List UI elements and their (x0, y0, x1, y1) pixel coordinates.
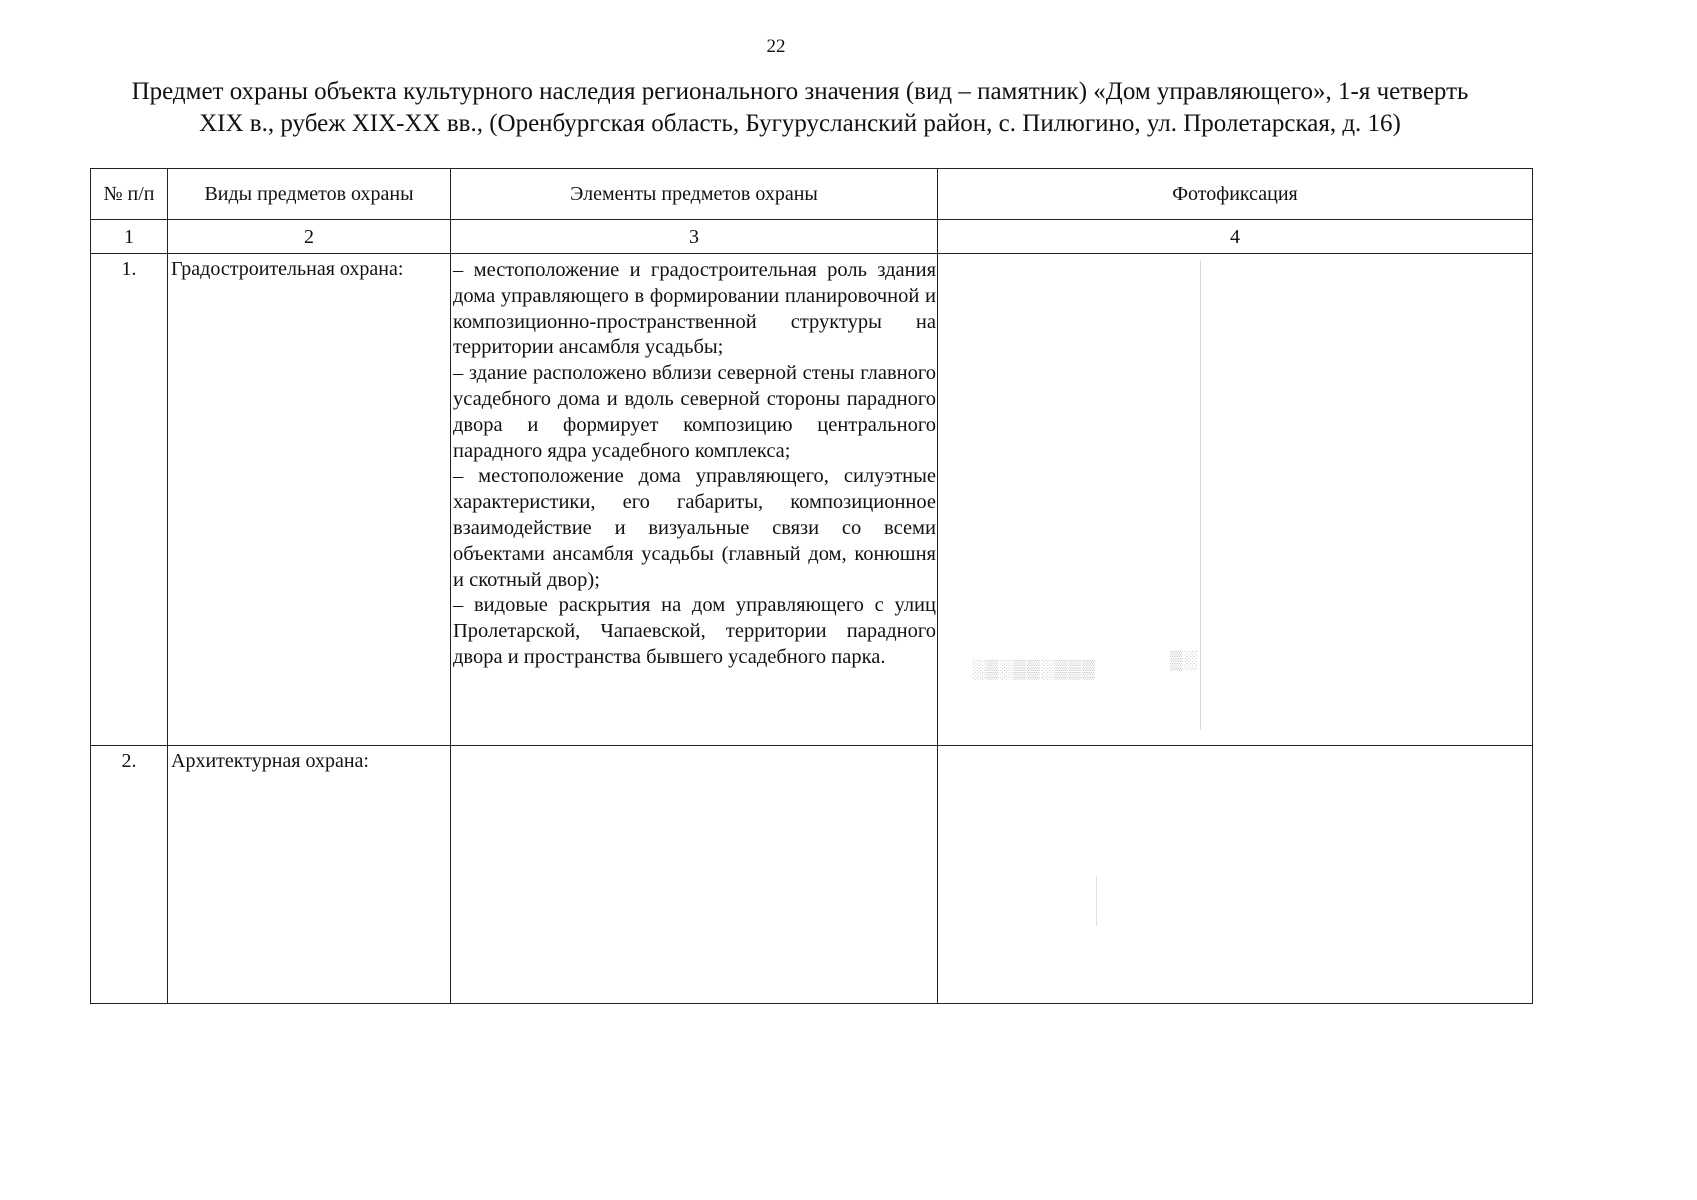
element-item: – здание расположено вблизи северной стены главного усадебного дома и вдоль северной стороны парадного двора и формирует композицию центрального парадного ядра усадебного комплекса; (453, 362, 936, 462)
scan-artifact (1200, 260, 1201, 730)
header-num: № п/п (91, 169, 168, 220)
photo-cell (938, 746, 1533, 1004)
photo-cell (938, 254, 1533, 746)
protection-kind: Градостроительная охрана: (168, 254, 451, 746)
header-kind: Виды предметов охраны (168, 169, 451, 220)
protection-kind: Архитектурная охрана: (168, 746, 451, 1004)
page-number: 22 (766, 36, 786, 57)
header-elements: Элементы предметов охраны (451, 169, 938, 220)
document-title-line-2: XIX в., рубеж XIX-XX вв., (Оренбургская область, Бугурусланский район, с. Пилюгино, ул. Пролетарская, д. 16) (199, 110, 1401, 137)
column-index-4: 4 (938, 220, 1533, 254)
element-item: – местоположение и градостроительная роль здания дома управляющего в формировании планировочной и композиционно-пространственной структуры на территории ансамбля усадьбы; (453, 259, 936, 359)
table-column-index-row (91, 220, 1533, 254)
table-row (91, 254, 1533, 746)
row-number: 2. (91, 746, 168, 1004)
scan-artifact: ▒░ (1170, 650, 1198, 670)
element-item: – видовые раскрытия на дом управляющего с улиц Пролетарской, Чапаевской, территории парадного двора и пространства бывшего усадебного парка. (453, 594, 936, 668)
protection-subject-table (90, 168, 1533, 1004)
scan-artifact: ░▒░▒▒░▒▒▒ (972, 659, 1096, 679)
column-index-3: 3 (451, 220, 938, 254)
protection-elements (451, 254, 938, 746)
column-index-1: 1 (91, 220, 168, 254)
table-row (91, 746, 1533, 1004)
element-item: – местоположение дома управляющего, силуэтные характеристики, его габариты, композиционное взаимодействие и визуальные связи со всеми объектами ансамбля усадьбы (главный дом, конюшня и скотный двор); (453, 465, 936, 591)
column-index-2: 2 (168, 220, 451, 254)
header-photo: Фотофиксация (938, 169, 1533, 220)
protection-elements (451, 746, 938, 1004)
document-title (80, 76, 1520, 140)
table-header-row (91, 169, 1533, 220)
row-number: 1. (91, 254, 168, 746)
document-title-line-1: Предмет охраны объекта культурного наследия регионального значения (вид – памятник) «Дом управляющего», 1-я четверть (131, 78, 1469, 105)
scan-artifact (1096, 876, 1097, 926)
